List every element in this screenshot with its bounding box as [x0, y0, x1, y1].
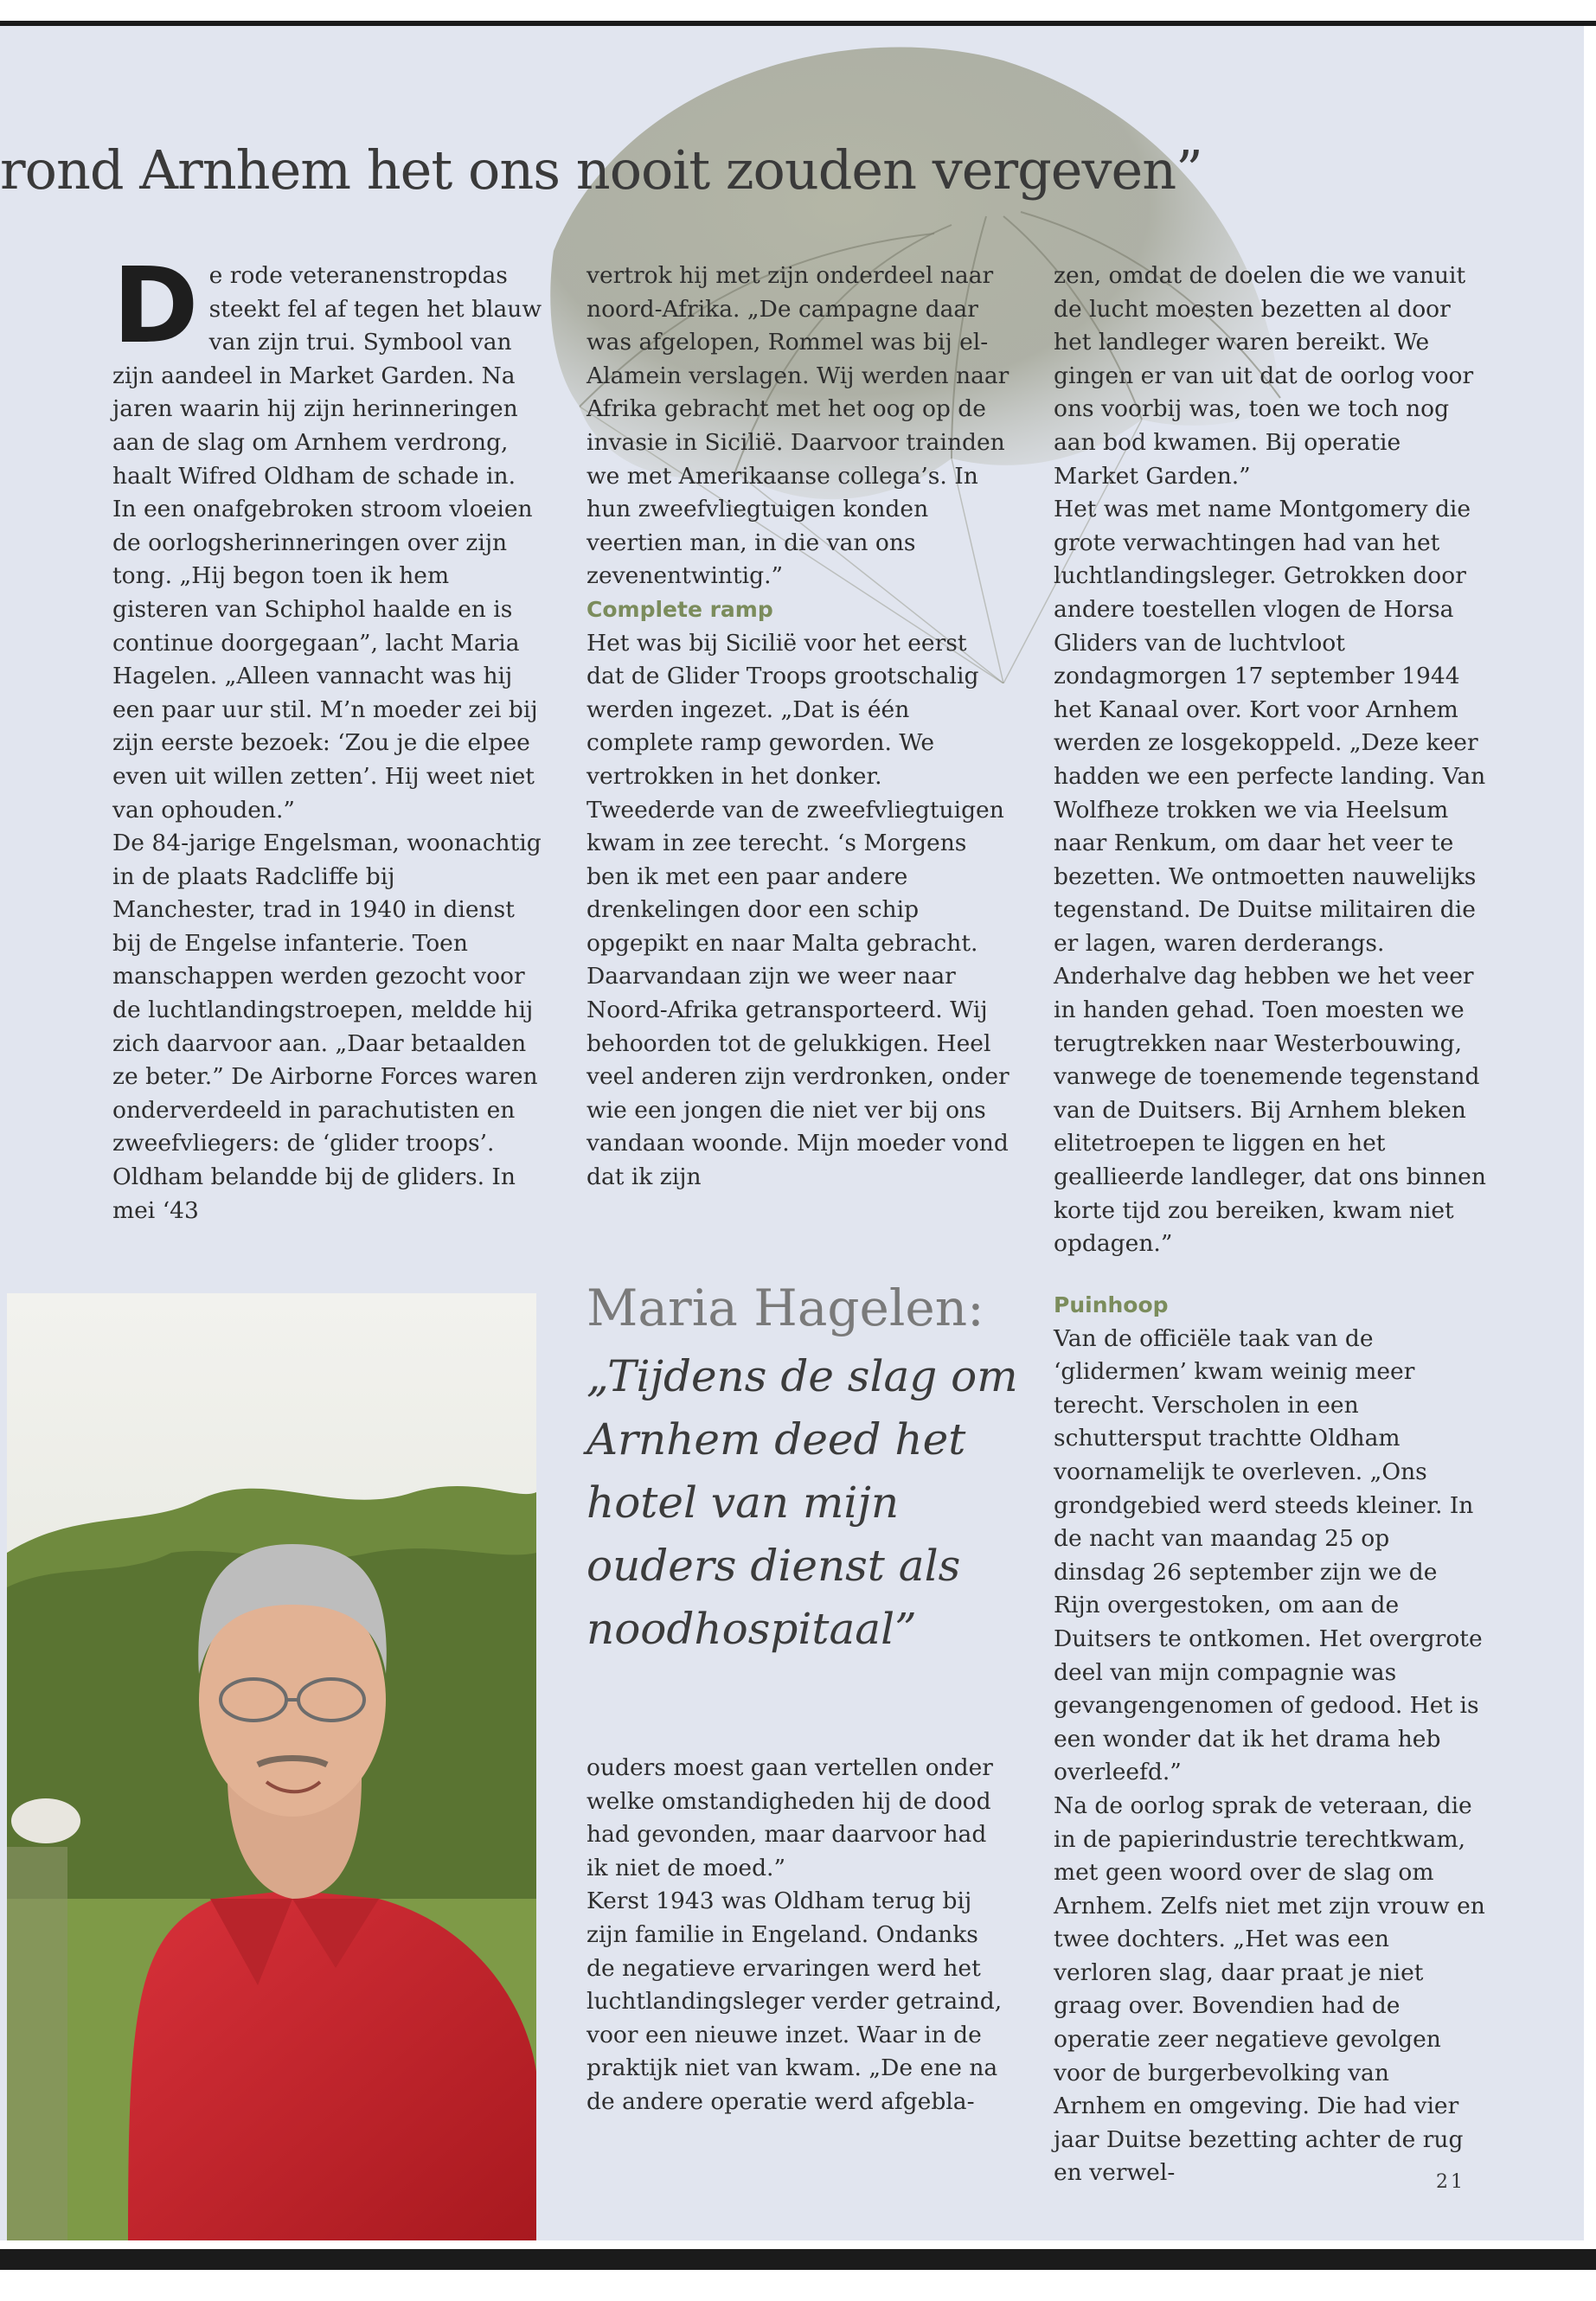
- paragraph: zen, omdat de doelen die we vanuit de lucht moesten bezetten al door het landleger waren bereikt. We gingen er van uit dat de oorlog voor ons voorbij was, toen we toch nog aan bod kwamen. Bij operatie Market Garden.”: [1054, 262, 1474, 490]
- paragraph: ouders moest gaan vertellen onder welke omstandigheden hij de dood had gevonden, maar daarvoor had ik niet de moed.”: [586, 1754, 993, 1881]
- text-column-3-bottom: [1054, 1289, 1486, 2190]
- paragraph: Na de oorlog sprak de veteraan, die in de papierindustrie terechtkwam, met geen woord over de slag om Arnhem. Zelfs niet met zijn vrouw en twee dochters. „Het was een verloren slag, daar praat je niet graag over. Bovendien had de operatie zeer negatieve gevolgen voor de burgerbevolking van Arnhem en omgeving. Die had vier jaar Duitse bezetting achter de rug en verwel-: [1054, 1791, 1485, 2187]
- right-page-edge: [1584, 26, 1596, 2240]
- paragraph: Kerst 1943 was Oldham terug bij zijn familie in Engeland. Ondanks de negatieve ervaringen werd het luchtlandingsleger verder getraind, voor een nieuwe inzet. Waar in de praktijk niet van kwam. „De ene na de andere operatie werd afgebla-: [586, 1888, 1003, 2115]
- paragraph: De 84-jarige Engelsman, woonachtig in de plaats Radcliffe bij Manchester, trad in 1940 in dienst bij de Engelse infanterie. Toen manschappen werden gezocht voor de luchtlandingstroepen, meldde hij zich daarvoor aan. „Daar betaalden ze beter.” De Airborne Forces waren onderverdeeld in parachutisten en zweefvliegers: de ‘glider troops’. Oldham belandde bij de gliders. In mei ‘43: [112, 830, 542, 1224]
- article-headline: rond Arnhem het ons nooit zouden vergeven”: [0, 138, 1202, 202]
- subheading-complete-ramp: Complete ramp: [586, 596, 773, 622]
- subheading-puinhoop: Puinhoop: [1054, 1292, 1169, 1317]
- paragraph: e rode veteranenstropdas steekt fel af tegen het blauw van zijn trui. Symbool van zijn aandeel in Market Garden. Na jaren waarin hij zijn herinneringen aan de slag om Arnhem verdrong, haalt Wifred Oldham de schade in. In een onafgebroken stroom vloeien de oorlogsherinneringen over zijn tong. „Hij begon toen ik hem gisteren van Schiphol haalde en is continue doorgegaan”, lacht Maria Hagelen. „Alleen vannacht was hij een paar uur stil. M’n moeder zei bij zijn eerste bezoek: ‘Zou je die elpee even uit willen zetten’. Hij weet niet van ophouden.”: [112, 262, 542, 824]
- pull-quote: „Tijdens de slag om Arnhem deed het hotel van mijn ouders dienst als noodhospitaal”: [586, 1351, 1018, 1654]
- paragraph: Van de officiële taak van de ‘glidermen’ kwam weinig meer terecht. Verscholen in een schuttersput trachtte Oldham voornamelijk te overleven. „Ons grondgebied werd steeds kleiner. In de nacht van maandag 25 op dinsdag 26 september zijn we de Rijn overgestoken, om aan de Duitsers te ontkomen. Het overgrote deel van mijn compagnie was gevangengenomen of gedood. Het is een wonder dat ik het drama heb overleefd.”: [1054, 1324, 1483, 1786]
- bottom-border: [0, 2240, 1596, 2301]
- paragraph: Het was met name Montgomery die grote verwachtingen had van het luchtlandingsleger. Getrokken door andere toestellen vlogen de Horsa Gliders van de luchtvloot zondagmorgen 17 september 1944 het Kanaal over. Kort voor Arnhem werden ze losgekoppeld. „Deze keer hadden we een perfecte landing. Van Wolfheze trokken we via Heelsum naar Renkum, om daar het veer te bezetten. We ontmoetten nauwelijks tegenstand. De Duitse militairen die er lagen, waren derderangs. Anderhalve dag hebben we het veer in handen gehad. Toen moesten we terugtrekken naar Westerbouwing, vanwege de toenemende tegenstand van de Duitsers. Bij Arnhem bleken elitetroepen te liggen en het geallieerde landleger, dat ons binnen korte tijd zou bereiken, kwam niet opdagen.”: [1054, 496, 1486, 1258]
- portrait-photo: [7, 1293, 536, 2240]
- top-border: [0, 0, 1596, 26]
- paragraph: vertrok hij met zijn onderdeel naar noord-Afrika. „De campagne daar was afgelopen, Rommel was bij el-Alamein verslagen. Wij werden naar Afrika gebracht met het oog op de invasie in Sicilië. Daarvoor trainden we met Amerikaanse collega’s. In hun zweefvliegtuigen konden veertien man, in die van ons zevenentwintig.”: [586, 262, 1010, 590]
- paragraph: Het was bij Sicilië voor het eerst dat de Glider Troops grootschalig werden ingezet. „Dat is één complete ramp geworden. We vertrokken in het donker. Tweederde van de zweefvliegtuigen kwam in zee terecht. ‘s Morgens ben ik met een paar andere drenkelingen door een schip opgepikt en naar Malta gebracht. Daarvandaan zijn we weer naar Noord-Afrika getransporteerd. Wij behoorden tot de gelukkigen. Heel veel anderen zijn verdronken, onder wie een jongen die niet ver bij ons vandaan woonde. Mijn moeder vond dat ik zijn: [586, 629, 1010, 1191]
- text-column-2: [586, 260, 1010, 1195]
- quote-attribution: Maria Hagelen:: [586, 1279, 984, 1337]
- drop-cap: D: [112, 247, 199, 367]
- text-column-3: [1054, 260, 1486, 1261]
- text-column-1: [112, 247, 545, 1227]
- page-number: 21: [1436, 2171, 1465, 2193]
- text-column-2-bottom: [586, 1752, 1010, 2119]
